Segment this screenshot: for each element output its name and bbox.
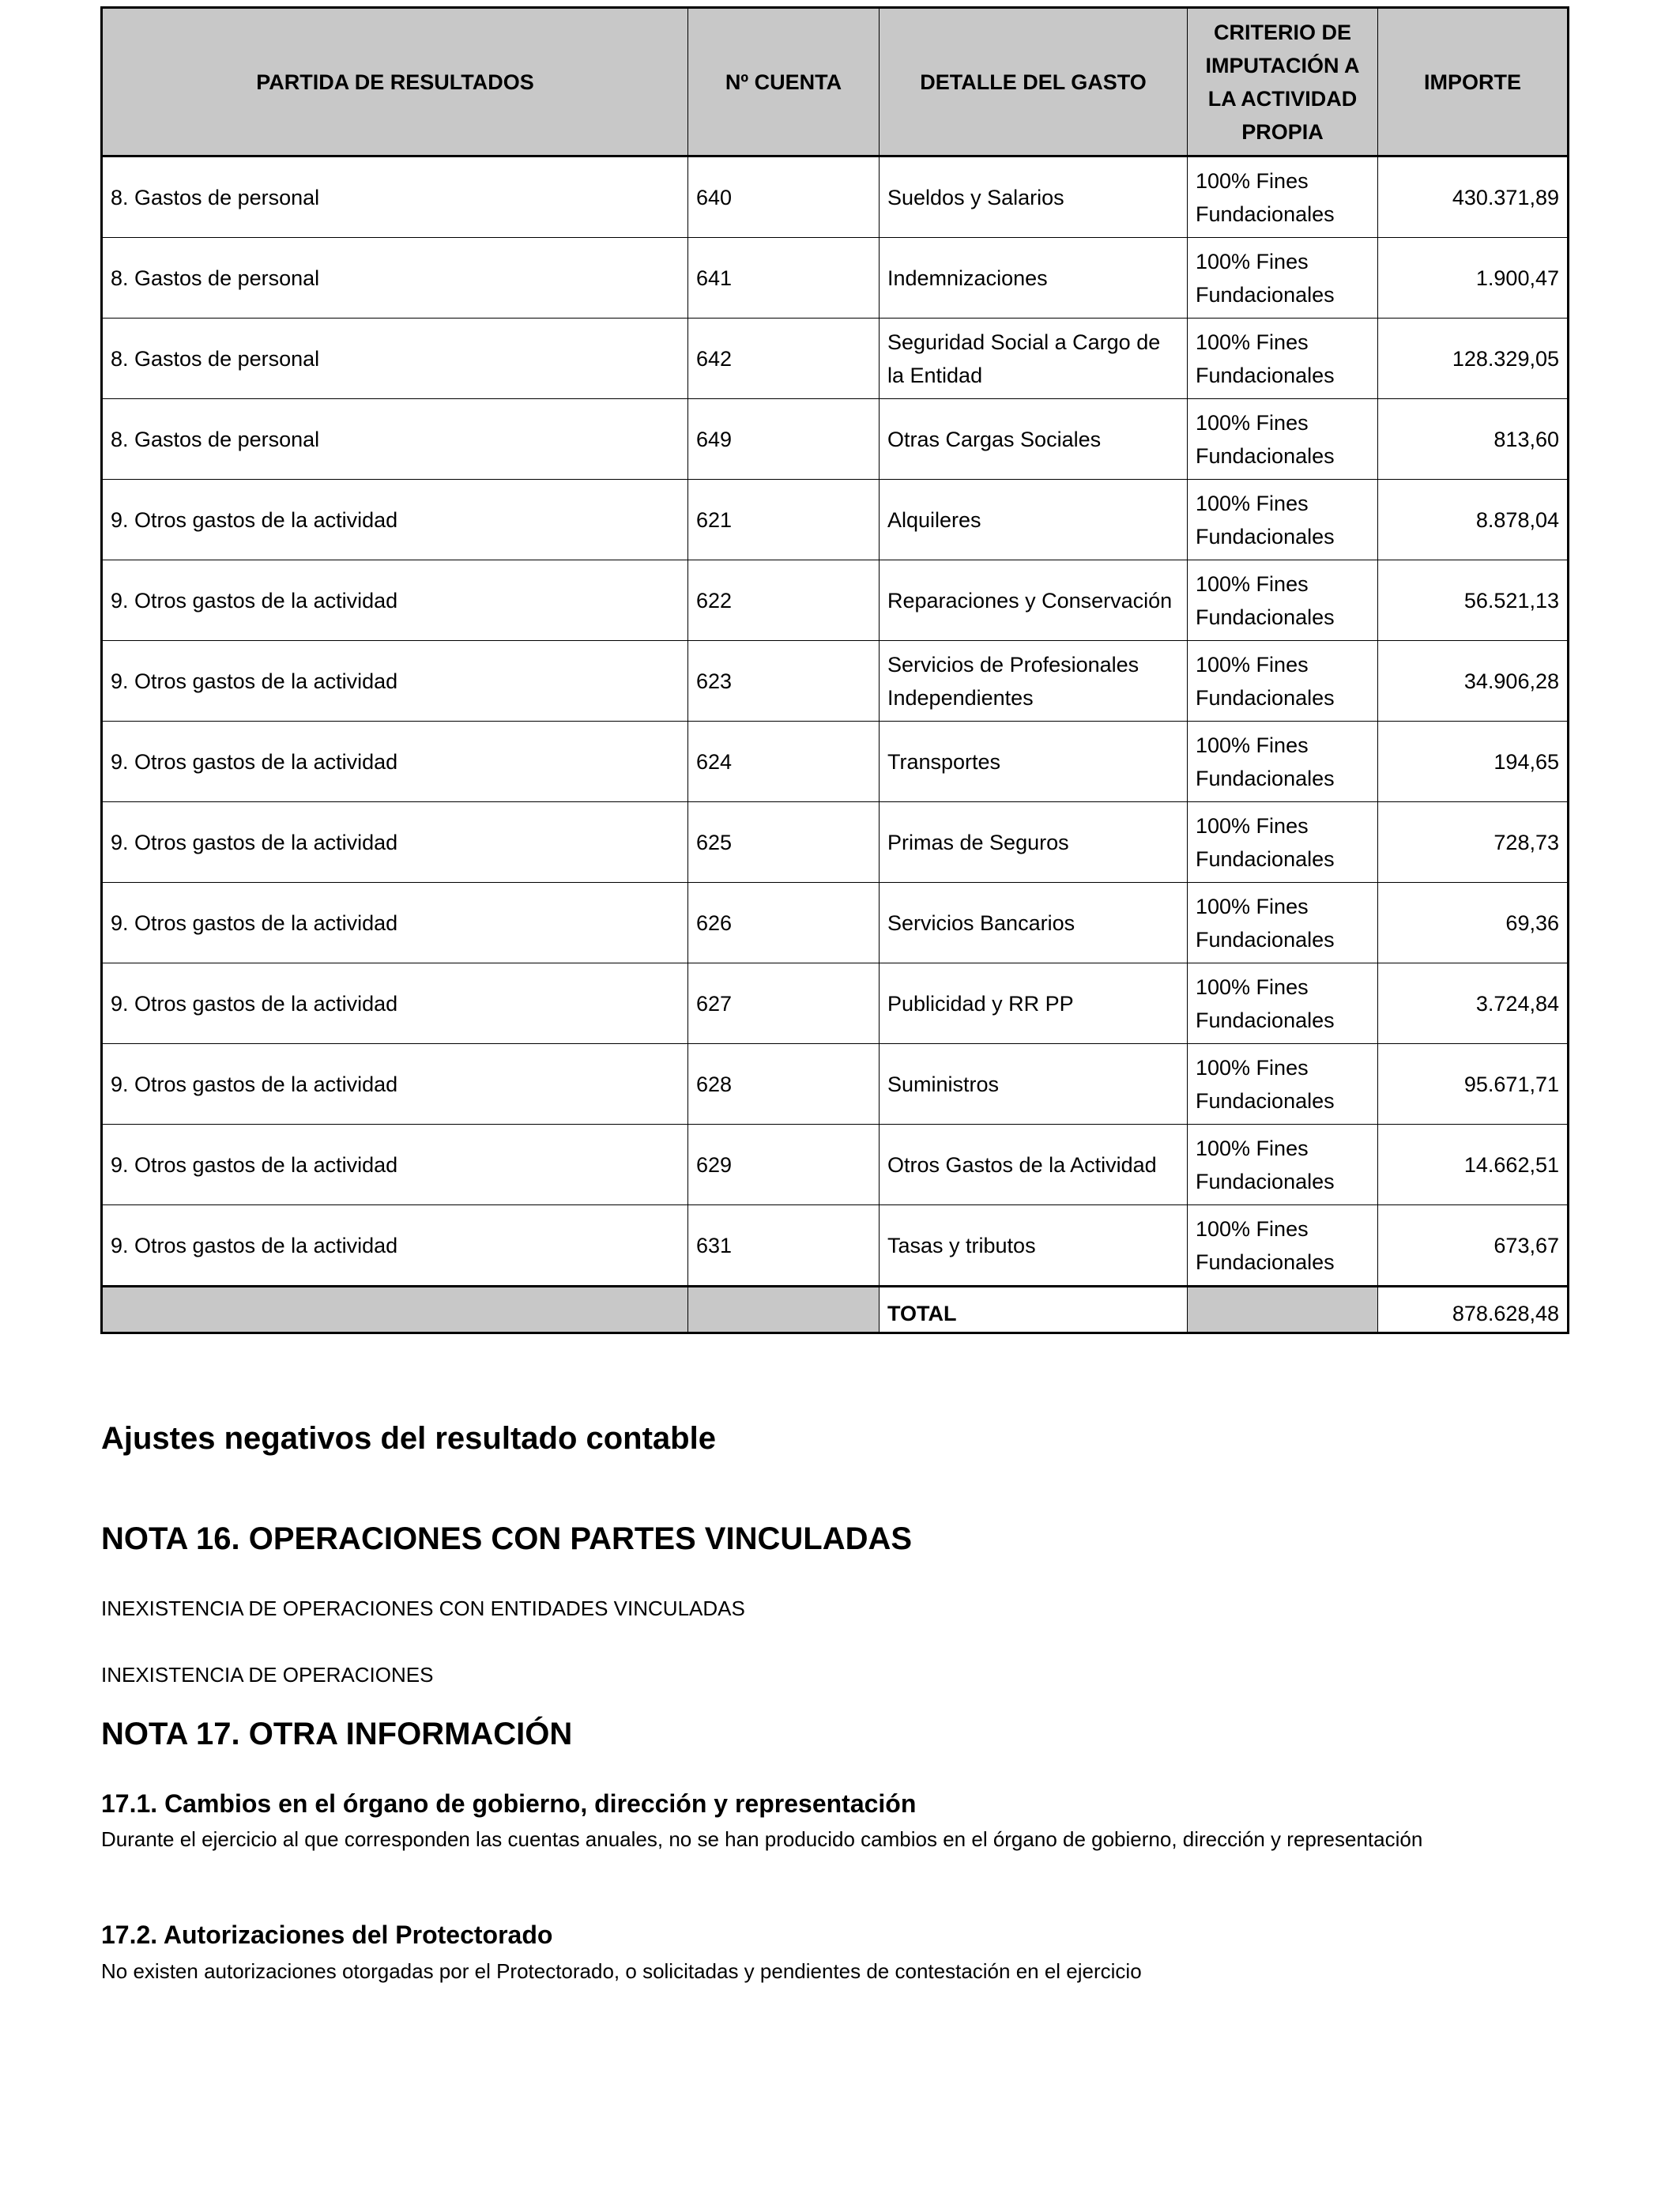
cell-partida: 9. Otros gastos de la actividad [102, 1044, 688, 1125]
cell-partida: 9. Otros gastos de la actividad [102, 480, 688, 560]
cell-criterio: 100% Fines Fundacionales [1188, 1205, 1378, 1287]
cell-cuenta: 628 [688, 1044, 880, 1125]
table-row [102, 641, 1569, 722]
cell-partida: 9. Otros gastos de la actividad [102, 641, 688, 722]
header-criterio: CRITERIO DE IMPUTACIÓN A LA ACTIVIDAD PROPIA [1188, 8, 1378, 156]
nota16-line1: INEXISTENCIA DE OPERACIONES CON ENTIDADES VINCULADAS [101, 1596, 745, 1620]
cell-detalle: Sueldos y Salarios [880, 156, 1188, 238]
cell-criterio: 100% Fines Fundacionales [1188, 1044, 1378, 1125]
cell-cuenta: 629 [688, 1125, 880, 1205]
cell-criterio: 100% Fines Fundacionales [1188, 641, 1378, 722]
table-row [102, 560, 1569, 641]
cell-partida: 9. Otros gastos de la actividad [102, 963, 688, 1044]
cell-criterio: 100% Fines Fundacionales [1188, 963, 1378, 1044]
cell-criterio: 100% Fines Fundacionales [1188, 802, 1378, 883]
table-row [102, 963, 1569, 1044]
cell-importe: 3.724,84 [1378, 963, 1569, 1044]
cell-detalle: Otros Gastos de la Actividad [880, 1125, 1188, 1205]
cell-importe: 1.900,47 [1378, 238, 1569, 319]
cell-importe: 69,36 [1378, 883, 1569, 963]
header-detalle: DETALLE DEL GASTO [880, 8, 1188, 156]
cell-importe: 430.371,89 [1378, 156, 1569, 238]
cell-detalle: Reparaciones y Conservación [880, 560, 1188, 641]
section-17-2-heading: 17.2. Autorizaciones del Protectorado [101, 1921, 553, 1949]
total-label: TOTAL [880, 1287, 1188, 1333]
table-row [102, 399, 1569, 480]
cell-cuenta: 623 [688, 641, 880, 722]
cell-partida: 8. Gastos de personal [102, 399, 688, 480]
table-row [102, 1125, 1569, 1205]
table-row [102, 480, 1569, 560]
table-row [102, 802, 1569, 883]
section-17-1-body: Durante el ejercicio al que corresponden las cuentas anuales, no se han producido cambios en el órgano de gobierno, dirección y representación [101, 1827, 1423, 1851]
cell-partida: 8. Gastos de personal [102, 238, 688, 319]
cell-criterio: 100% Fines Fundacionales [1188, 1125, 1378, 1205]
cell-partida: 9. Otros gastos de la actividad [102, 1125, 688, 1205]
header-partida: PARTIDA DE RESULTADOS [102, 8, 688, 156]
cell-cuenta: 625 [688, 802, 880, 883]
total-importe: 878.628,48 [1378, 1287, 1569, 1333]
total-row [102, 1287, 1569, 1333]
cell-cuenta: 621 [688, 480, 880, 560]
cell-criterio: 100% Fines Fundacionales [1188, 480, 1378, 560]
table-row [102, 722, 1569, 802]
cell-detalle: Suministros [880, 1044, 1188, 1125]
section-17-2-body: No existen autorizaciones otorgadas por el Protectorado, o solicitadas y pendientes de contestación en el ejercicio [101, 1959, 1142, 1983]
cell-detalle: Tasas y tributos [880, 1205, 1188, 1287]
cell-importe: 673,67 [1378, 1205, 1569, 1287]
nota16-heading: NOTA 16. OPERACIONES CON PARTES VINCULADAS [101, 1521, 913, 1556]
header-importe: IMPORTE [1378, 8, 1569, 156]
cell-cuenta: 640 [688, 156, 880, 238]
cell-importe: 128.329,05 [1378, 319, 1569, 399]
cell-detalle: Alquileres [880, 480, 1188, 560]
cell-partida: 9. Otros gastos de la actividad [102, 883, 688, 963]
cell-partida: 9. Otros gastos de la actividad [102, 722, 688, 802]
cell-detalle: Transportes [880, 722, 1188, 802]
cell-partida: 8. Gastos de personal [102, 319, 688, 399]
cell-importe: 813,60 [1378, 399, 1569, 480]
cell-detalle: Publicidad y RR PP [880, 963, 1188, 1044]
cell-criterio: 100% Fines Fundacionales [1188, 722, 1378, 802]
cell-cuenta: 631 [688, 1205, 880, 1287]
cell-criterio: 100% Fines Fundacionales [1188, 238, 1378, 319]
cell-cuenta: 642 [688, 319, 880, 399]
table-row [102, 1044, 1569, 1125]
cell-criterio: 100% Fines Fundacionales [1188, 883, 1378, 963]
cell-partida: 9. Otros gastos de la actividad [102, 1205, 688, 1287]
ajustes-heading: Ajustes negativos del resultado contable [101, 1421, 716, 1456]
total-empty-cell [102, 1287, 688, 1333]
table-row [102, 156, 1569, 238]
cell-partida: 9. Otros gastos de la actividad [102, 802, 688, 883]
cell-cuenta: 641 [688, 238, 880, 319]
header-cuenta: Nº CUENTA [688, 8, 880, 156]
cell-detalle: Otras Cargas Sociales [880, 399, 1188, 480]
cell-importe: 14.662,51 [1378, 1125, 1569, 1205]
table-header-row [102, 8, 1569, 156]
cell-importe: 34.906,28 [1378, 641, 1569, 722]
total-empty-cell [1188, 1287, 1378, 1333]
cell-criterio: 100% Fines Fundacionales [1188, 560, 1378, 641]
cell-detalle: Seguridad Social a Cargo de la Entidad [880, 319, 1188, 399]
cell-cuenta: 626 [688, 883, 880, 963]
nota16-line2: INEXISTENCIA DE OPERACIONES [101, 1663, 434, 1687]
total-empty-cell [688, 1287, 880, 1333]
cell-importe: 8.878,04 [1378, 480, 1569, 560]
table-row [102, 238, 1569, 319]
table-row [102, 319, 1569, 399]
cell-detalle: Primas de Seguros [880, 802, 1188, 883]
cell-criterio: 100% Fines Fundacionales [1188, 156, 1378, 238]
cell-partida: 9. Otros gastos de la actividad [102, 560, 688, 641]
cell-cuenta: 627 [688, 963, 880, 1044]
cell-criterio: 100% Fines Fundacionales [1188, 399, 1378, 480]
section-17-1-heading: 17.1. Cambios en el órgano de gobierno, dirección y representación [101, 1789, 917, 1818]
cell-importe: 95.671,71 [1378, 1044, 1569, 1125]
cell-cuenta: 624 [688, 722, 880, 802]
cell-detalle: Indemnizaciones [880, 238, 1188, 319]
table-row [102, 883, 1569, 963]
table-body [102, 156, 1569, 1333]
cell-importe: 194,65 [1378, 722, 1569, 802]
cell-cuenta: 622 [688, 560, 880, 641]
cell-cuenta: 649 [688, 399, 880, 480]
expense-table [100, 6, 1569, 1334]
table-row [102, 1205, 1569, 1287]
cell-partida: 8. Gastos de personal [102, 156, 688, 238]
cell-detalle: Servicios de Profesionales Independientes [880, 641, 1188, 722]
nota17-heading: NOTA 17. OTRA INFORMACIÓN [101, 1717, 573, 1751]
cell-importe: 728,73 [1378, 802, 1569, 883]
cell-detalle: Servicios Bancarios [880, 883, 1188, 963]
cell-importe: 56.521,13 [1378, 560, 1569, 641]
cell-criterio: 100% Fines Fundacionales [1188, 319, 1378, 399]
